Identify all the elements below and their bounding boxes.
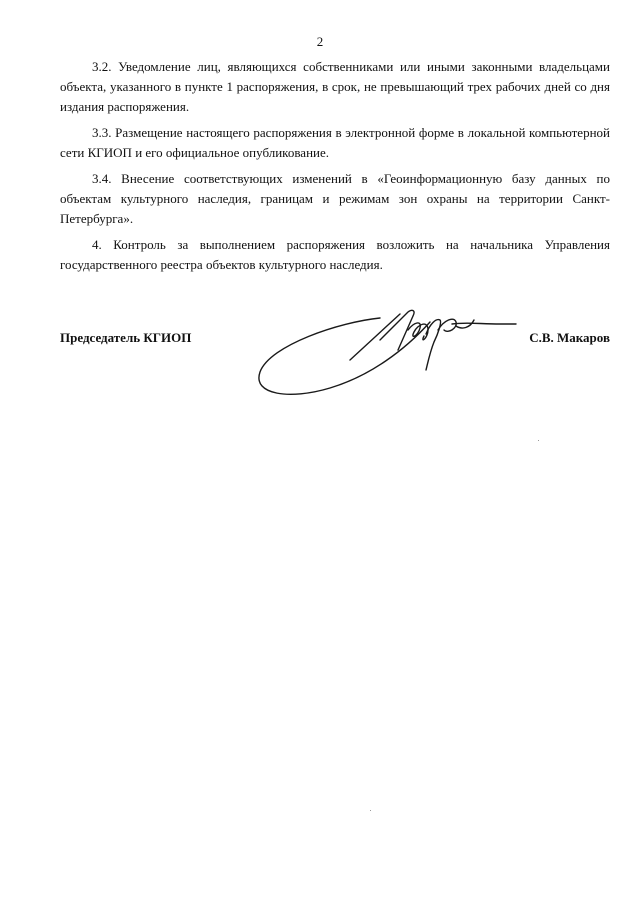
paragraph-4: 4. Контроль за выполнением распоряжения возложить на начальника Управления государственного реестра объектов культурного наследия. — [60, 237, 610, 272]
paragraph-3-3: 3.3. Размещение настоящего распоряжения в электронной форме в локальной компьютерной сети КГИОП и его официальное опубликование. — [60, 125, 610, 160]
scan-speck — [538, 440, 539, 441]
paragraph-3-4: 3.4. Внесение соответствующих изменений в «Геоинформационную базу данных по объектам культурного наследия, границам и режимам зон охраны на территории Санкт-Петербурга». — [60, 171, 610, 226]
signature-block — [60, 300, 610, 410]
page-number: 2 — [316, 34, 324, 49]
handwritten-signature — [230, 300, 520, 410]
signer-position: Председатель КГИОП — [60, 330, 192, 345]
scan-speck — [370, 810, 371, 811]
signer-name: С.В. Макаров — [529, 330, 610, 345]
paragraph-3-2: 3.2. Уведомление лиц, являющихся собственниками или иными законными владельцами объекта, указанного в пункте 1 распоряжения, в срок, не превышающий трех рабочих дней со дня издания распоряжения. — [60, 59, 610, 114]
document-body — [60, 57, 610, 281]
